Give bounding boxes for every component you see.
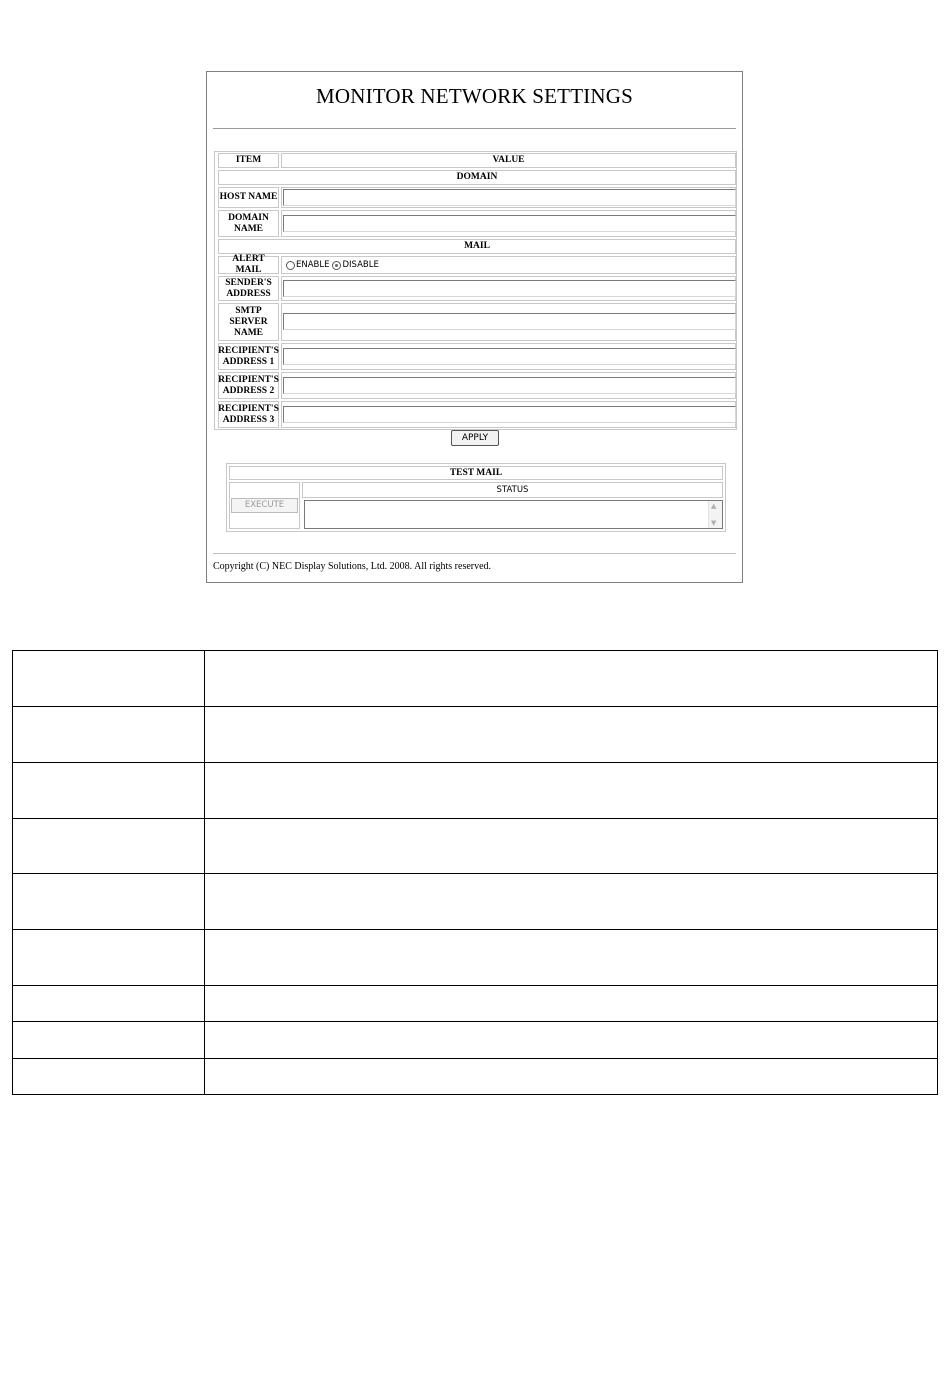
table-cell [13, 651, 205, 707]
apply-button[interactable]: APPLY [451, 430, 499, 446]
recipient-address-3-label: RECIPIENT'S ADDRESS 3 [218, 401, 279, 428]
table-row [13, 930, 938, 986]
table-cell [205, 986, 938, 1022]
table-cell [205, 651, 938, 707]
section-mail: MAIL [218, 239, 736, 254]
status-textarea[interactable] [304, 500, 723, 529]
domain-name-input[interactable] [283, 215, 736, 232]
table-cell [13, 819, 205, 874]
alert-disable-radio[interactable] [332, 261, 341, 270]
table-cell [13, 986, 205, 1022]
recipient-address-3-cell [281, 401, 736, 428]
settings-table [214, 151, 737, 430]
recipient-address-1-input[interactable] [283, 348, 736, 365]
sender-address-input[interactable] [283, 280, 736, 297]
table-cell [13, 874, 205, 930]
table-cell [13, 930, 205, 986]
sender-address-label: SENDER'S ADDRESS [218, 276, 279, 301]
top-divider [213, 128, 736, 129]
recipient-address-2-input[interactable] [283, 377, 736, 394]
table-cell [205, 874, 938, 930]
table-cell [13, 707, 205, 763]
smtp-server-input[interactable] [283, 313, 736, 330]
header-item: ITEM [218, 153, 279, 168]
table-row [13, 763, 938, 819]
recipient-address-1-cell [281, 343, 736, 370]
table-cell [205, 1059, 938, 1095]
status-header: STATUS [302, 482, 723, 498]
scroll-down-arrow-icon[interactable]: ▼ [711, 519, 717, 527]
domain-name-cell [281, 210, 736, 237]
header-value: VALUE [281, 153, 736, 168]
table-cell [205, 1022, 938, 1059]
domain-name-label: DOMAIN NAME [218, 210, 279, 237]
table-row [13, 707, 938, 763]
table-row [13, 651, 938, 707]
recipient-address-2-cell [281, 372, 736, 399]
table-row [13, 986, 938, 1022]
smtp-server-label: SMTP SERVER NAME [218, 303, 279, 341]
alert-enable-radio[interactable] [286, 261, 295, 270]
table-cell [13, 763, 205, 819]
table-cell [13, 1059, 205, 1095]
bottom-divider [213, 553, 736, 554]
table-cell [205, 707, 938, 763]
alert-mail-options [281, 256, 736, 274]
alert-mail-label: ALERT MAIL [218, 256, 279, 274]
smtp-server-cell [281, 303, 736, 341]
copyright-text: Copyright (C) NEC Display Solutions, Ltd. 2008. All rights reserved. [213, 561, 492, 572]
table-cell [205, 930, 938, 986]
host-name-label: HOST NAME [218, 187, 279, 208]
host-name-input[interactable] [283, 189, 736, 206]
table-cell [205, 763, 938, 819]
alert-disable-label: DISABLE [342, 259, 379, 270]
sender-address-cell [281, 276, 736, 301]
table-cell [205, 819, 938, 874]
section-domain: DOMAIN [218, 170, 736, 185]
table-row [13, 1059, 938, 1095]
page-title: MONITOR NETWORK SETTINGS [315, 84, 634, 108]
recipient-address-1-label: RECIPIENT'S ADDRESS 1 [218, 343, 279, 370]
recipient-address-3-input[interactable] [283, 406, 736, 423]
alert-enable-label: ENABLE [296, 259, 330, 270]
description-table [12, 650, 938, 1095]
status-scrollbar[interactable] [708, 501, 722, 528]
host-name-cell [281, 187, 736, 208]
monitor-network-settings-window [206, 71, 743, 583]
table-row [13, 819, 938, 874]
recipient-address-2-label: RECIPIENT'S ADDRESS 2 [218, 372, 279, 399]
table-row [13, 874, 938, 930]
scroll-up-arrow-icon[interactable]: ▲ [711, 502, 717, 510]
table-row [13, 1022, 938, 1059]
test-mail-header: TEST MAIL [229, 466, 723, 480]
table-cell [13, 1022, 205, 1059]
execute-button[interactable]: EXECUTE [231, 498, 298, 513]
test-mail-table [226, 463, 726, 532]
